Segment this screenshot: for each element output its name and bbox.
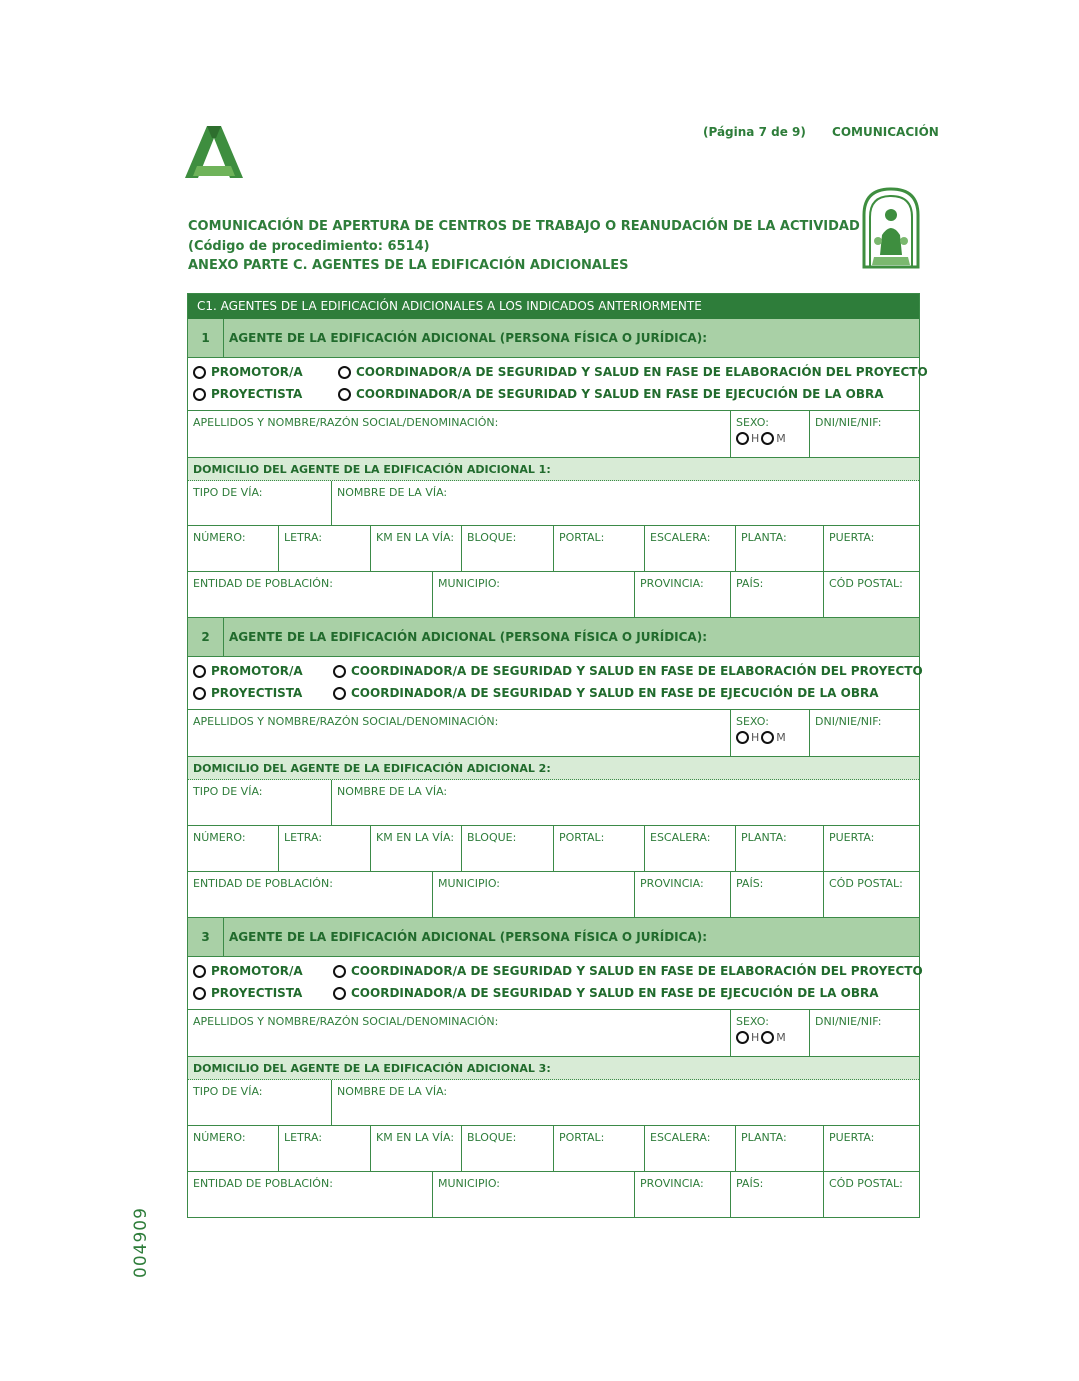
- puerta-field[interactable]: [824, 826, 919, 871]
- field-label: SEXO:: [736, 715, 769, 728]
- role-options: [188, 657, 923, 710]
- portal-field[interactable]: [554, 1126, 645, 1171]
- street-row: [188, 481, 919, 526]
- role-label: COORDINADOR/A DE SEGURIDAD Y SALUD EN FASE DE EJECUCIÓN DE LA OBRA: [356, 387, 884, 401]
- sex-h-label: H: [751, 731, 760, 744]
- radio-icon[interactable]: [736, 432, 749, 445]
- field-label: ENTIDAD DE POBLACIÓN:: [193, 877, 333, 890]
- role-coord-ejecucion[interactable]: [333, 986, 879, 1000]
- radio-icon[interactable]: [193, 665, 206, 678]
- role-label: COORDINADOR/A DE SEGURIDAD Y SALUD EN FASE DE EJECUCIÓN DE LA OBRA: [351, 686, 879, 700]
- agent-header: [188, 618, 919, 657]
- letra-field[interactable]: [279, 526, 371, 571]
- field-label: ESCALERA:: [650, 831, 711, 844]
- junta-andalucia-logo-icon: [183, 124, 245, 182]
- field-label: PAÍS:: [736, 1177, 764, 1190]
- dni-field[interactable]: [810, 710, 919, 756]
- role-options: [188, 358, 928, 411]
- role-proyectista[interactable]: [193, 387, 302, 401]
- serial-number: 004909: [131, 1207, 151, 1278]
- field-label: KM EN LA VÍA:: [376, 531, 455, 544]
- field-label: PORTAL:: [559, 1131, 605, 1144]
- entidad-field[interactable]: [188, 872, 433, 917]
- pais-field[interactable]: [731, 1172, 824, 1217]
- letra-field[interactable]: [279, 1126, 371, 1171]
- street-row: [188, 1080, 919, 1126]
- radio-icon[interactable]: [333, 987, 346, 1000]
- field-label: ENTIDAD DE POBLACIÓN:: [193, 577, 333, 590]
- agent-number: 2: [188, 618, 224, 656]
- name-field[interactable]: [188, 411, 731, 457]
- radio-icon[interactable]: [761, 1031, 774, 1044]
- km-field[interactable]: [371, 1126, 462, 1171]
- field-label: APELLIDOS Y NOMBRE/RAZÓN SOCIAL/DENOMINACIÓN:: [193, 715, 499, 728]
- field-label: PAÍS:: [736, 577, 764, 590]
- field-label: NÚMERO:: [193, 831, 246, 844]
- role-options: [188, 957, 923, 1010]
- role-label: PROYECTISTA: [211, 686, 303, 700]
- agent-number: 1: [188, 319, 224, 357]
- portal-field[interactable]: [554, 526, 645, 571]
- role-coord-ejecucion[interactable]: [333, 686, 879, 700]
- address-row: [188, 826, 919, 872]
- radio-icon[interactable]: [761, 432, 774, 445]
- field-label: ESCALERA:: [650, 531, 711, 544]
- title-line-2: (Código de procedimiento: 6514): [188, 238, 430, 254]
- role-promotor[interactable]: [193, 964, 303, 978]
- puerta-field[interactable]: [824, 526, 919, 571]
- field-label: PROVINCIA:: [640, 877, 704, 890]
- field-label: ESCALERA:: [650, 1131, 711, 1144]
- sex-m-label: M: [776, 1031, 786, 1044]
- cp-field[interactable]: [824, 872, 919, 917]
- field-label: BLOQUE:: [467, 831, 517, 844]
- escalera-field[interactable]: [645, 826, 736, 871]
- provincia-field[interactable]: [635, 872, 731, 917]
- field-label: BLOQUE:: [467, 1131, 517, 1144]
- letra-field[interactable]: [279, 826, 371, 871]
- name-field[interactable]: [188, 1010, 731, 1056]
- escalera-field[interactable]: [645, 526, 736, 571]
- role-label: PROMOTOR/A: [211, 964, 303, 978]
- provincia-field[interactable]: [635, 1172, 731, 1217]
- field-label: PLANTA:: [741, 831, 787, 844]
- field-label: MUNICIPIO:: [438, 877, 500, 890]
- agent-title: AGENTE DE LA EDIFICACIÓN ADICIONAL (PERSONA FÍSICA O JURÍDICA):: [229, 930, 708, 944]
- field-label: NOMBRE DE LA VÍA:: [337, 486, 448, 499]
- role-label: PROMOTOR/A: [211, 664, 303, 678]
- field-label: CÓD POSTAL:: [829, 1177, 903, 1190]
- dni-field[interactable]: [810, 1010, 919, 1056]
- role-coord-elaboracion[interactable]: [338, 365, 928, 379]
- sex-field: [731, 710, 810, 756]
- sex-field: [731, 1010, 810, 1056]
- pais-field[interactable]: [731, 572, 824, 617]
- bloque-field[interactable]: [462, 526, 554, 571]
- field-label: PORTAL:: [559, 831, 605, 844]
- locality-row: [188, 872, 919, 918]
- role-promotor[interactable]: [193, 365, 303, 379]
- field-label: APELLIDOS Y NOMBRE/RAZÓN SOCIAL/DENOMINACIÓN:: [193, 416, 499, 429]
- numero-field[interactable]: [188, 526, 279, 571]
- street-row: [188, 780, 919, 826]
- agent-block-3: [188, 918, 923, 1217]
- field-label: TIPO DE VÍA:: [193, 486, 263, 499]
- title-line-3: ANEXO PARTE C. AGENTES DE LA EDIFICACIÓN ADICIONALES: [188, 258, 629, 273]
- field-label: PAÍS:: [736, 877, 764, 890]
- field-label: LETRA:: [284, 1131, 323, 1144]
- km-field[interactable]: [371, 526, 462, 571]
- agent-block-1: [188, 319, 928, 618]
- field-label: LETRA:: [284, 831, 323, 844]
- agent-header: [188, 918, 919, 957]
- field-label: BLOQUE:: [467, 531, 517, 544]
- field-label: PUERTA:: [829, 531, 875, 544]
- numero-field[interactable]: [188, 826, 279, 871]
- cp-field[interactable]: [824, 572, 919, 617]
- field-label: PUERTA:: [829, 1131, 875, 1144]
- role-proyectista[interactable]: [193, 686, 302, 700]
- nombre-via-field[interactable]: [332, 780, 919, 825]
- field-label: PLANTA:: [741, 1131, 787, 1144]
- field-label: MUNICIPIO:: [438, 577, 500, 590]
- role-promotor[interactable]: [193, 664, 303, 678]
- radio-icon[interactable]: [193, 987, 206, 1000]
- address-row: [188, 1126, 919, 1172]
- field-label: APELLIDOS Y NOMBRE/RAZÓN SOCIAL/DENOMINACIÓN:: [193, 1015, 499, 1028]
- field-label: DNI/NIE/NIF:: [815, 416, 882, 429]
- title-line-1: COMUNICACIÓN DE APERTURA DE CENTROS DE TRABAJO O REANUDACIÓN DE LA ACTIVIDAD: [188, 219, 860, 234]
- field-label: LETRA:: [284, 531, 323, 544]
- domicilio-header: DOMICILIO DEL AGENTE DE LA EDIFICACIÓN ADICIONAL 2:: [188, 757, 919, 780]
- field-label: KM EN LA VÍA:: [376, 1131, 455, 1144]
- role-label: COORDINADOR/A DE SEGURIDAD Y SALUD EN FASE DE ELABORACIÓN DEL PROYECTO: [351, 664, 923, 678]
- document-type: COMUNICACIÓN: [832, 125, 939, 139]
- km-field[interactable]: [371, 826, 462, 871]
- entidad-field[interactable]: [188, 1172, 433, 1217]
- escalera-field[interactable]: [645, 1126, 736, 1171]
- radio-icon[interactable]: [736, 731, 749, 744]
- agent-title: AGENTE DE LA EDIFICACIÓN ADICIONAL (PERSONA FÍSICA O JURÍDICA):: [229, 630, 708, 644]
- field-label: PUERTA:: [829, 831, 875, 844]
- field-label: PORTAL:: [559, 531, 605, 544]
- planta-field[interactable]: [736, 1126, 824, 1171]
- field-label: NOMBRE DE LA VÍA:: [337, 1085, 448, 1098]
- puerta-field[interactable]: [824, 1126, 919, 1171]
- identity-row: [188, 710, 919, 757]
- field-label: TIPO DE VÍA:: [193, 785, 263, 798]
- domicilio-header: DOMICILIO DEL AGENTE DE LA EDIFICACIÓN ADICIONAL 1:: [188, 458, 919, 481]
- provincia-field[interactable]: [635, 572, 731, 617]
- planta-field[interactable]: [736, 826, 824, 871]
- role-label: PROYECTISTA: [211, 986, 303, 1000]
- role-label: PROYECTISTA: [211, 387, 303, 401]
- sex-m-label: M: [776, 432, 786, 445]
- municipio-field[interactable]: [433, 872, 635, 917]
- pais-field[interactable]: [731, 872, 824, 917]
- role-label: PROMOTOR/A: [211, 365, 303, 379]
- field-label: CÓD POSTAL:: [829, 877, 903, 890]
- sex-m-label: M: [776, 731, 786, 744]
- field-label: SEXO:: [736, 416, 769, 429]
- role-coord-elaboracion[interactable]: [333, 664, 923, 678]
- radio-icon[interactable]: [193, 388, 206, 401]
- dni-field[interactable]: [810, 411, 919, 457]
- tipo-via-field[interactable]: [188, 481, 332, 525]
- field-label: CÓD POSTAL:: [829, 577, 903, 590]
- document-title: [188, 217, 860, 276]
- field-label: PROVINCIA:: [640, 577, 704, 590]
- field-label: TIPO DE VÍA:: [193, 1085, 263, 1098]
- field-label: ENTIDAD DE POBLACIÓN:: [193, 1177, 333, 1190]
- agent-title: AGENTE DE LA EDIFICACIÓN ADICIONAL (PERSONA FÍSICA O JURÍDICA):: [229, 331, 708, 345]
- page-header: [703, 125, 961, 139]
- nombre-via-field[interactable]: [332, 481, 919, 525]
- field-label: KM EN LA VÍA:: [376, 831, 455, 844]
- tipo-via-field[interactable]: [188, 1080, 332, 1125]
- role-coord-ejecucion[interactable]: [338, 387, 884, 401]
- radio-icon[interactable]: [333, 665, 346, 678]
- field-label: MUNICIPIO:: [438, 1177, 500, 1190]
- radio-icon[interactable]: [333, 687, 346, 700]
- bloque-field[interactable]: [462, 826, 554, 871]
- role-label: COORDINADOR/A DE SEGURIDAD Y SALUD EN FASE DE ELABORACIÓN DEL PROYECTO: [356, 365, 928, 379]
- sex-field: [731, 411, 810, 457]
- andalucia-crest-icon: [860, 185, 922, 270]
- numero-field[interactable]: [188, 1126, 279, 1171]
- role-label: COORDINADOR/A DE SEGURIDAD Y SALUD EN FASE DE ELABORACIÓN DEL PROYECTO: [351, 964, 923, 978]
- field-label: PROVINCIA:: [640, 1177, 704, 1190]
- name-field[interactable]: [188, 710, 731, 756]
- field-label: NÚMERO:: [193, 531, 246, 544]
- agent-block-2: [188, 618, 923, 918]
- locality-row: [188, 572, 919, 618]
- radio-icon[interactable]: [193, 687, 206, 700]
- planta-field[interactable]: [736, 526, 824, 571]
- field-label: NÚMERO:: [193, 1131, 246, 1144]
- municipio-field[interactable]: [433, 572, 635, 617]
- role-label: COORDINADOR/A DE SEGURIDAD Y SALUD EN FASE DE EJECUCIÓN DE LA OBRA: [351, 986, 879, 1000]
- bloque-field[interactable]: [462, 1126, 554, 1171]
- radio-icon[interactable]: [736, 1031, 749, 1044]
- portal-field[interactable]: [554, 826, 645, 871]
- municipio-field[interactable]: [433, 1172, 635, 1217]
- locality-row: [188, 1172, 919, 1217]
- sex-h-label: H: [751, 432, 760, 445]
- radio-icon[interactable]: [761, 731, 774, 744]
- page-number: (Página 7 de 9): [703, 125, 806, 139]
- field-label: DNI/NIE/NIF:: [815, 715, 882, 728]
- radio-icon[interactable]: [333, 965, 346, 978]
- field-label: DNI/NIE/NIF:: [815, 1015, 882, 1028]
- identity-row: [188, 411, 919, 458]
- tipo-via-field[interactable]: [188, 780, 332, 825]
- sex-h-label: H: [751, 1031, 760, 1044]
- domicilio-header: DOMICILIO DEL AGENTE DE LA EDIFICACIÓN ADICIONAL 3:: [188, 1057, 919, 1080]
- agent-header: [188, 319, 919, 358]
- field-label: PLANTA:: [741, 531, 787, 544]
- radio-icon[interactable]: [338, 388, 351, 401]
- radio-icon[interactable]: [193, 366, 206, 379]
- nombre-via-field[interactable]: [332, 1080, 919, 1125]
- agents-form: [187, 293, 928, 1218]
- identity-row: [188, 1010, 919, 1057]
- address-row: [188, 526, 919, 572]
- role-proyectista[interactable]: [193, 986, 302, 1000]
- entidad-field[interactable]: [188, 572, 433, 617]
- radio-icon[interactable]: [338, 366, 351, 379]
- field-label: NOMBRE DE LA VÍA:: [337, 785, 448, 798]
- section-header: C1. AGENTES DE LA EDIFICACIÓN ADICIONALES A LOS INDICADOS ANTERIORMENTE: [188, 294, 919, 319]
- agent-number: 3: [188, 918, 224, 956]
- field-label: SEXO:: [736, 1015, 769, 1028]
- radio-icon[interactable]: [193, 965, 206, 978]
- cp-field[interactable]: [824, 1172, 919, 1217]
- role-coord-elaboracion[interactable]: [333, 964, 923, 978]
